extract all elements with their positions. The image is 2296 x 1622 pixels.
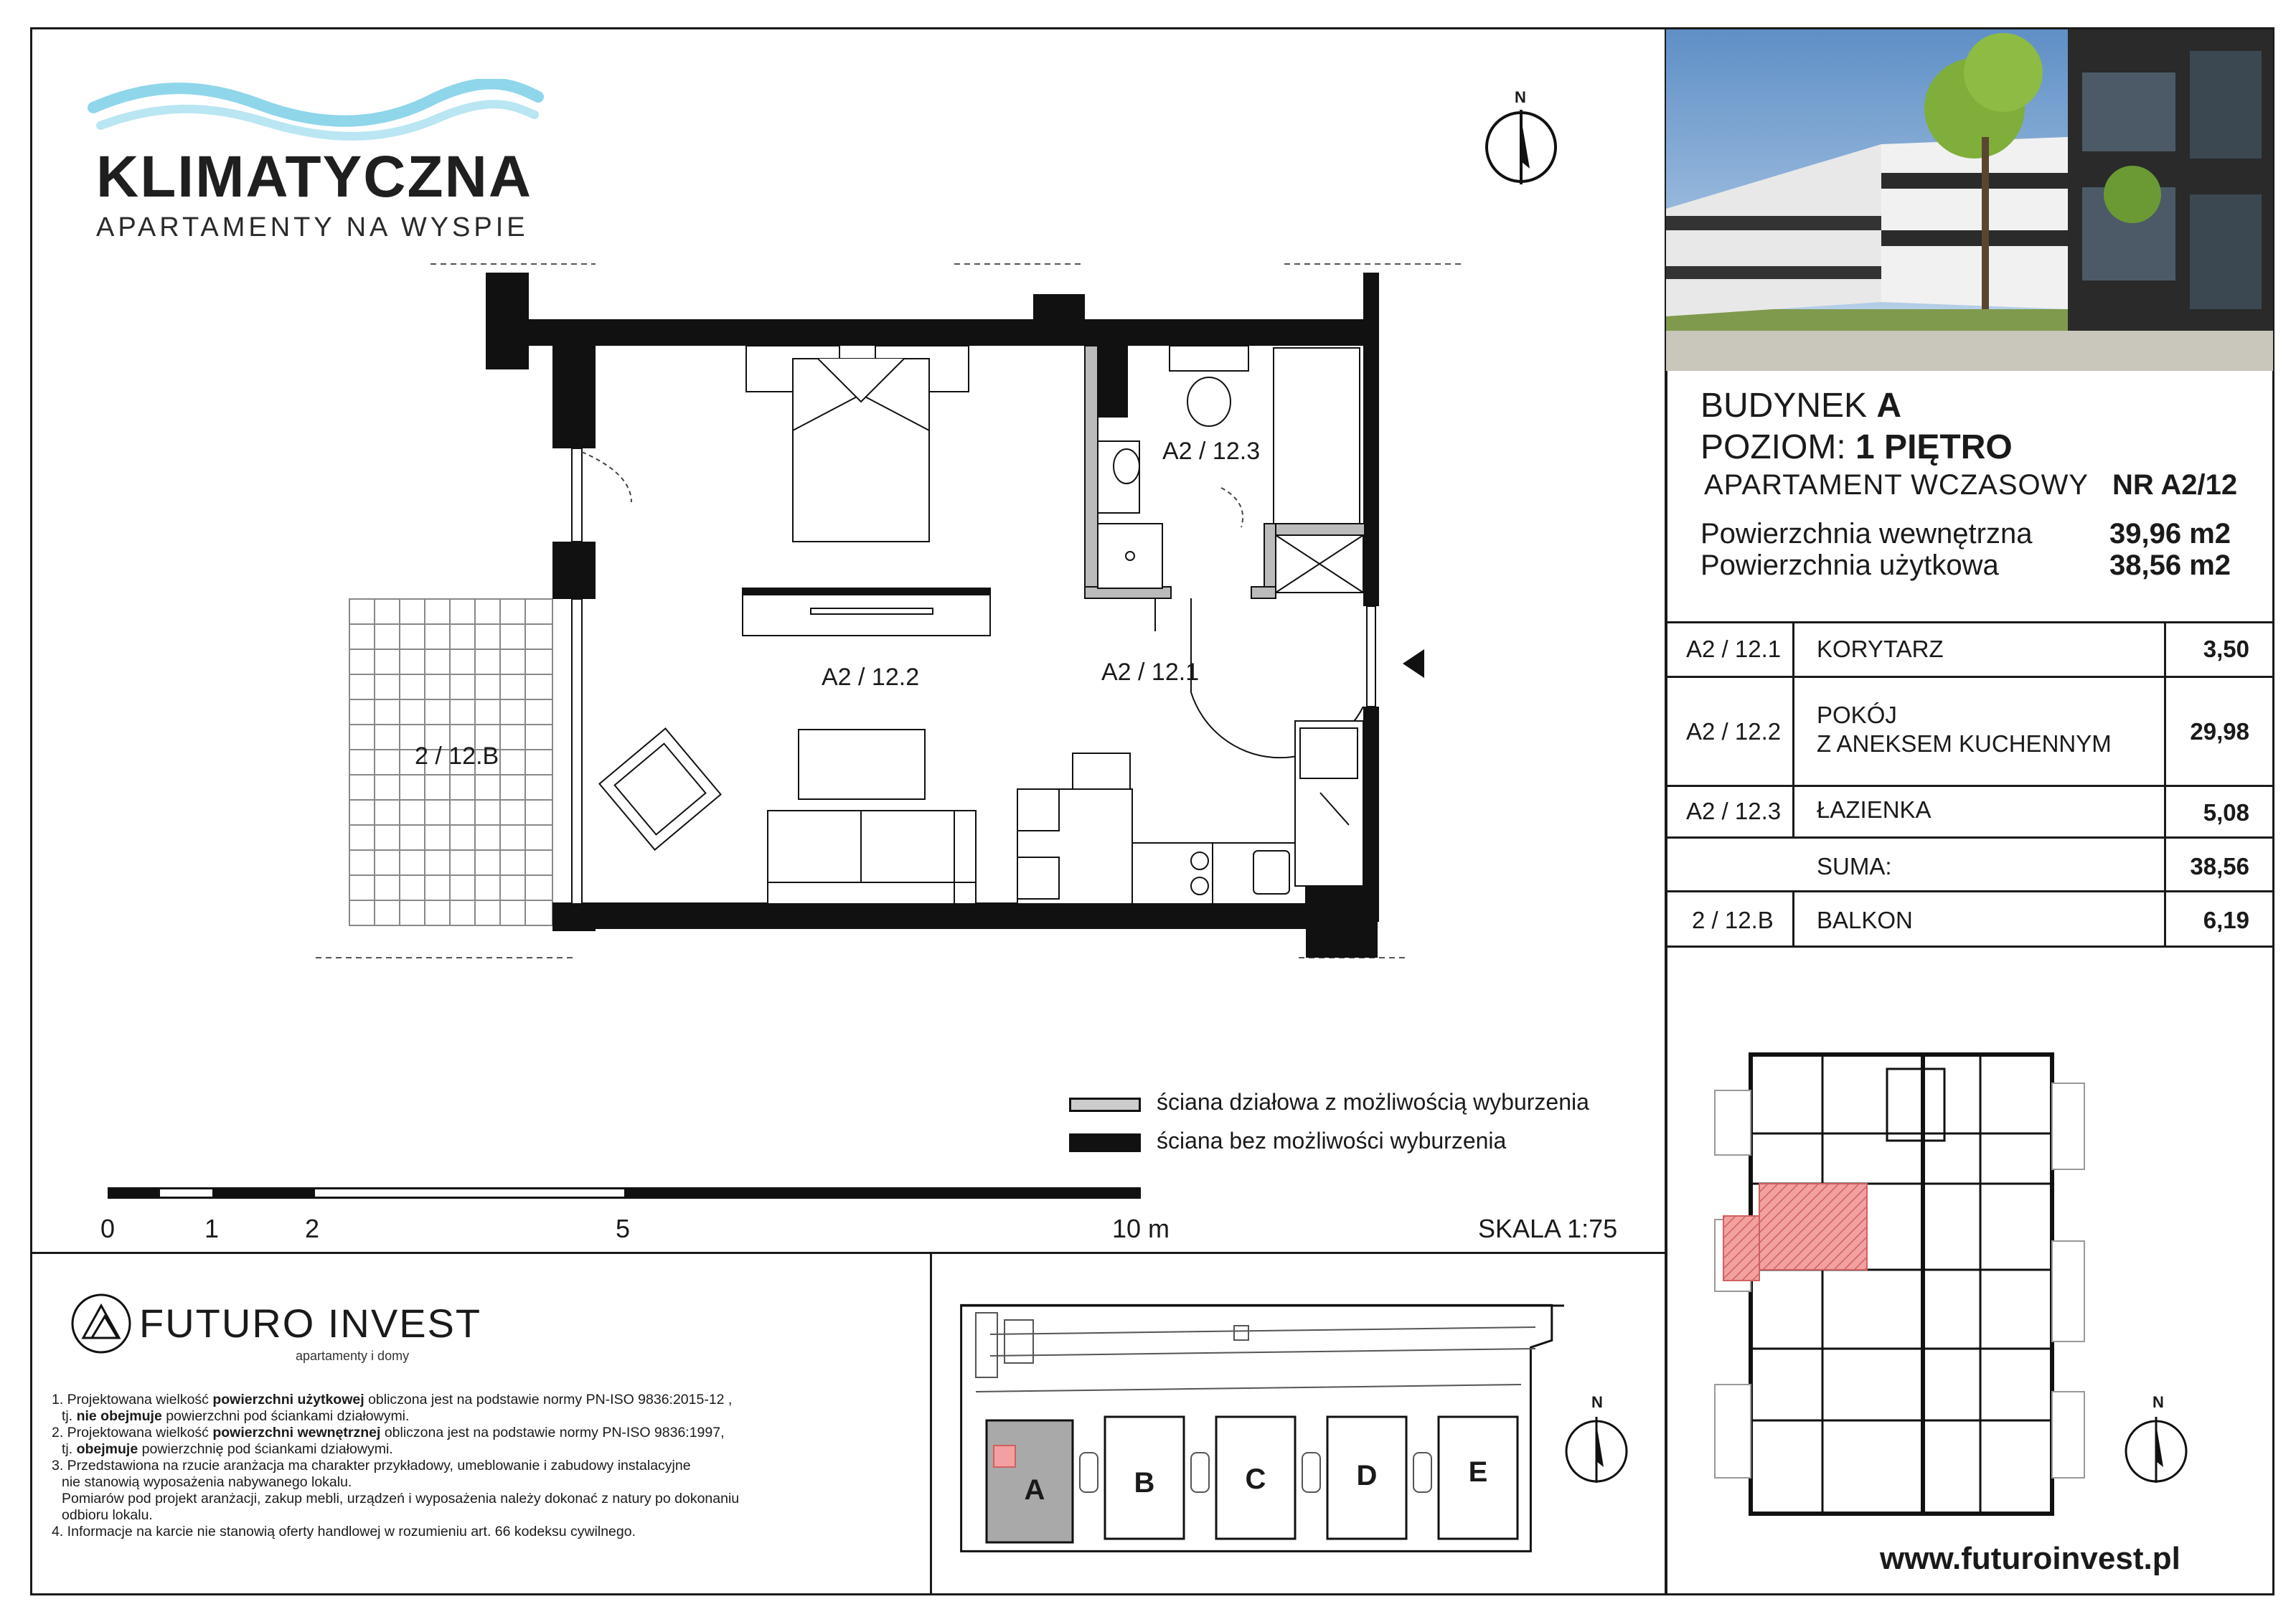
developer-name: FUTURO INVEST xyxy=(139,1301,482,1346)
row2-area: 29,98 xyxy=(2190,718,2249,745)
bottom-divider xyxy=(930,1252,932,1595)
compass-small-label: N xyxy=(2152,1393,2164,1411)
apartment-type: APARTAMENT WCZASOWY xyxy=(1704,469,2089,501)
note3-a: 3. Przedstawiona na rzucie aranżacja ma charakter przykładowy, umeblowanie i zabudowy instalacyjne xyxy=(52,1458,691,1474)
scale-label: SKALA 1:75 xyxy=(1478,1214,1618,1243)
scale-tick-5: 5 xyxy=(616,1214,631,1243)
site-label-d: D xyxy=(1356,1460,1378,1491)
note2-b: powierzchni wewnętrznej xyxy=(212,1425,381,1441)
row1-area: 3,50 xyxy=(2203,636,2249,662)
site-label-c: C xyxy=(1245,1463,1266,1495)
site-label-a: A xyxy=(1024,1474,1045,1506)
scale-tick-1: 1 xyxy=(204,1214,220,1243)
sum-label: SUMA: xyxy=(1817,853,1892,880)
note1-a: 1. Projektowana wielkość xyxy=(52,1392,213,1408)
legend-partition-swatch xyxy=(1069,1098,1141,1112)
note3-c: Pomiarów pod projekt aranżacji, zakup mebli, urządzeń i wyposażenia należy dokonać z natury po dokonaniu xyxy=(62,1491,740,1507)
floor-plan xyxy=(301,251,1464,976)
wave-logo-icon xyxy=(86,79,545,143)
note4: 4. Informacje na karcie nie stanowią oferty handlowej w rozumieniu art. 66 kodeksu cywilnego. xyxy=(52,1524,636,1540)
row1-code: A2 / 12.1 xyxy=(1686,636,1782,662)
brand-title: KLIMATYCZNA xyxy=(96,144,533,209)
note2-a: 2. Projektowana wielkość xyxy=(52,1425,213,1441)
scale-tick-10: 10 m xyxy=(1112,1214,1170,1243)
level-value: 1 PIĘTRO xyxy=(1855,428,2013,466)
internal-area-value: 39,96 m2 xyxy=(2109,518,2231,550)
row2-name: POKÓJ xyxy=(1817,702,1897,728)
row1-name: KORYTARZ xyxy=(1817,636,1944,662)
row3-name: ŁAZIENKA xyxy=(1817,796,1932,823)
note2-f: powierzchnię pod ściankami działowymi. xyxy=(138,1441,393,1457)
apartment-number: NR A2/12 xyxy=(2112,469,2238,501)
balcony-name: BALKON xyxy=(1817,907,1913,933)
note1-c: obliczona jest na podstawie normy PN-ISO 9836:2015-12 , xyxy=(364,1392,733,1408)
site-label-b: B xyxy=(1134,1467,1155,1499)
room-label-bathroom: A2 / 12.3 xyxy=(1162,438,1261,465)
scale-bar xyxy=(108,1187,1141,1199)
scale-tick-2: 2 xyxy=(305,1214,320,1243)
building-value: A xyxy=(1876,387,1902,425)
floor-key-plan xyxy=(1708,1040,2095,1528)
note3-b: nie stanowią wyposażenia nabywanego lokalu. xyxy=(62,1474,352,1490)
usable-area-label: Powierzchnia użytkowa xyxy=(1700,550,1999,581)
futuro-invest-logo-icon xyxy=(69,1291,133,1356)
row3-code: A2 / 12.3 xyxy=(1686,798,1782,824)
note1-f: powierzchni pod ściankami działowymi. xyxy=(161,1408,410,1424)
building-line xyxy=(1700,386,1901,425)
row2-code: A2 / 12.2 xyxy=(1686,718,1782,745)
sum-value: 38,56 xyxy=(2190,853,2249,880)
legend-structural-label: ściana bez możliwości wyburzenia xyxy=(1157,1128,1507,1154)
balcony-code: 2 / 12.B xyxy=(1692,907,1774,933)
internal-area-label: Powierzchnia wewnętrzna xyxy=(1700,518,2033,550)
scale-tick-0: 0 xyxy=(100,1214,116,1243)
room-label-corridor: A2 / 12.1 xyxy=(1101,659,1200,686)
legend-partition-label: ściana działowa z możliwością wyburzenia xyxy=(1157,1089,1589,1115)
site-compass-label: N xyxy=(1591,1393,1603,1411)
site-plan xyxy=(947,1284,1578,1557)
room-label-living: A2 / 12.2 xyxy=(822,664,920,691)
row3-area: 5,08 xyxy=(2203,799,2249,826)
balcony-area: 6,19 xyxy=(2203,907,2249,933)
highlighted-apartment xyxy=(1759,1184,1867,1270)
legal-notes xyxy=(52,1392,913,1540)
developer-tagline: apartamenty i domy xyxy=(296,1349,410,1363)
note2-c: obliczona jest na podstawie normy PN-ISO 9836:1997, xyxy=(380,1425,725,1441)
usable-area-value: 38,56 m2 xyxy=(2109,550,2231,581)
site-label-e: E xyxy=(1468,1456,1488,1488)
brand-subtitle: APARTAMENTY NA WYSPIE xyxy=(96,212,529,242)
compass-label: N xyxy=(1515,88,1526,106)
room-label-balcony: 2 / 12.B xyxy=(415,742,499,770)
level-line xyxy=(1700,428,2013,467)
room-table xyxy=(1665,621,2274,948)
note2-e: obejmuje xyxy=(76,1441,138,1457)
note1-d: tj. xyxy=(62,1408,77,1424)
legend-structural-swatch xyxy=(1069,1133,1141,1152)
row2-name2: Z ANEKSEM KUCHENNYM xyxy=(1817,730,2112,757)
building-label: BUDYNEK xyxy=(1700,387,1868,425)
building-render-image xyxy=(1666,29,2273,371)
website-link[interactable]: www.futuroinvest.pl xyxy=(1880,1541,2180,1576)
note3-d: odbioru lokalu. xyxy=(62,1507,153,1523)
note1-b: powierzchni użytkowej xyxy=(212,1392,364,1408)
note1-e: nie obejmuje xyxy=(76,1408,162,1424)
note2-d: tj. xyxy=(62,1441,77,1457)
level-label: POZIOM: xyxy=(1700,428,1846,466)
